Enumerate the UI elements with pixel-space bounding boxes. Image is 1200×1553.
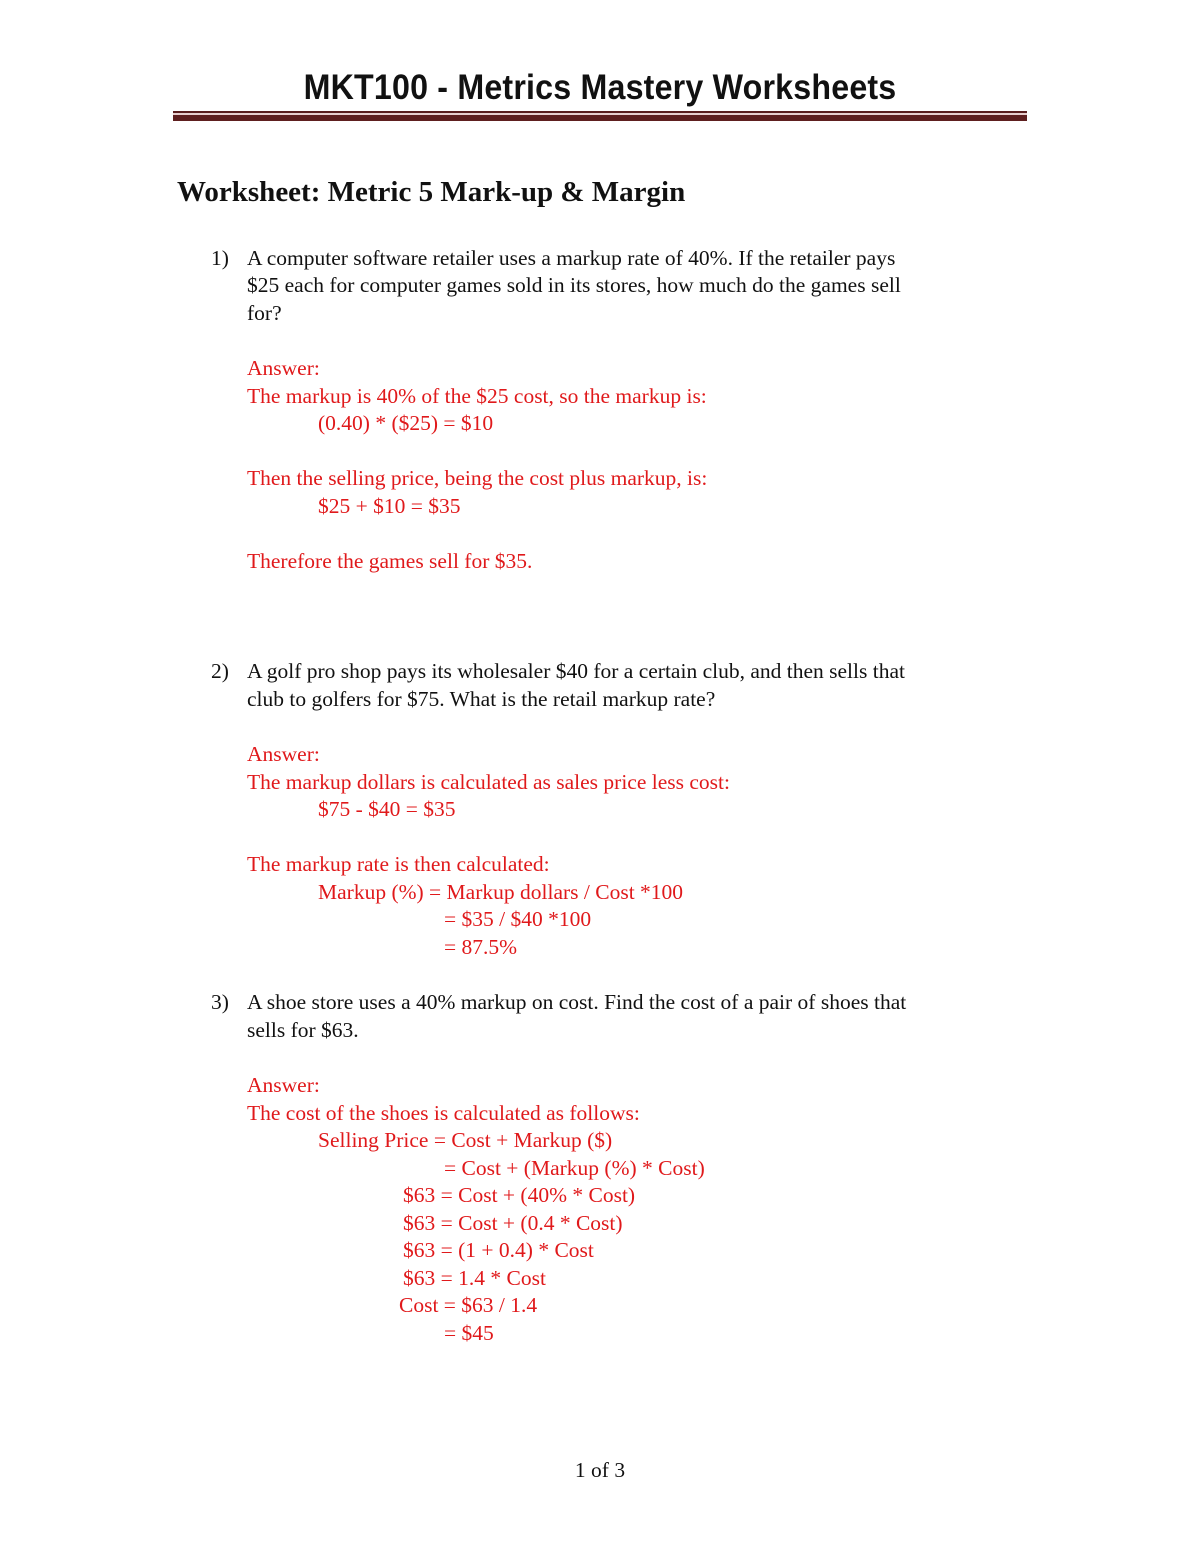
answer-equation: $63 = Cost + (40% * Cost)	[403, 1183, 636, 1207]
question-text-line: club to golfers for $75. What is the retail markup rate?	[247, 687, 716, 711]
answer-line: The markup is 40% of the $25 cost, so the markup is:	[247, 384, 707, 408]
answer-line: Then the selling price, being the cost plus markup, is:	[247, 466, 708, 490]
header-divider-rule	[173, 110, 1027, 122]
question-number: 3)	[211, 990, 229, 1014]
question-text-line: A golf pro shop pays its wholesaler $40 for a certain club, and then sells that	[247, 659, 905, 683]
answer-equation: Markup (%) = Markup dollars / Cost *100	[318, 880, 684, 904]
document-header-title: MKT100 - Metrics Mastery Worksheets	[303, 68, 897, 107]
answer-equation: Cost = $63 / 1.4	[399, 1293, 538, 1317]
rule-thick-line	[173, 115, 1027, 121]
answer-line: The cost of the shoes is calculated as follows:	[247, 1101, 640, 1125]
answer-result: = $45	[444, 1321, 494, 1345]
question-text-line: $25 each for computer games sold in its stores, how much do the games sell	[247, 273, 901, 297]
answer-equation: $75 - $40 = $35	[318, 797, 456, 821]
answer-equation: Selling Price = Cost + Markup ($)	[318, 1128, 613, 1152]
answer-result: = 87.5%	[444, 935, 518, 959]
answer-equation: $25 + $10 = $35	[318, 494, 461, 518]
answer-conclusion: Therefore the games sell for $35.	[247, 549, 533, 573]
answer-line: The markup dollars is calculated as sales price less cost:	[247, 770, 730, 794]
answer-line: The markup rate is then calculated:	[247, 852, 550, 876]
question-number: 2)	[211, 659, 229, 683]
answer-equation: (0.40) * ($25) = $10	[318, 411, 494, 435]
question-number: 1)	[211, 246, 229, 270]
question-text-line: A computer software retailer uses a markup rate of 40%. If the retailer pays	[247, 246, 896, 270]
answer-label: Answer:	[247, 742, 320, 766]
worksheet-title: Worksheet: Metric 5 Mark-up & Margin	[177, 176, 686, 208]
question-text-line: A shoe store uses a 40% markup on cost. Find the cost of a pair of shoes that	[247, 990, 907, 1014]
answer-label: Answer:	[247, 356, 320, 380]
answer-equation: $63 = (1 + 0.4) * Cost	[403, 1238, 594, 1262]
question-text-line: for?	[247, 301, 282, 325]
answer-equation: $63 = Cost + (0.4 * Cost)	[403, 1211, 623, 1235]
question-text-line: sells for $63.	[247, 1018, 359, 1042]
answer-equation: $63 = 1.4 * Cost	[403, 1266, 546, 1290]
answer-equation: = Cost + (Markup (%) * Cost)	[444, 1156, 705, 1180]
answer-label: Answer:	[247, 1073, 320, 1097]
page-indicator: 1 of 3	[574, 1458, 626, 1482]
answer-equation: = $35 / $40 *100	[444, 907, 592, 931]
